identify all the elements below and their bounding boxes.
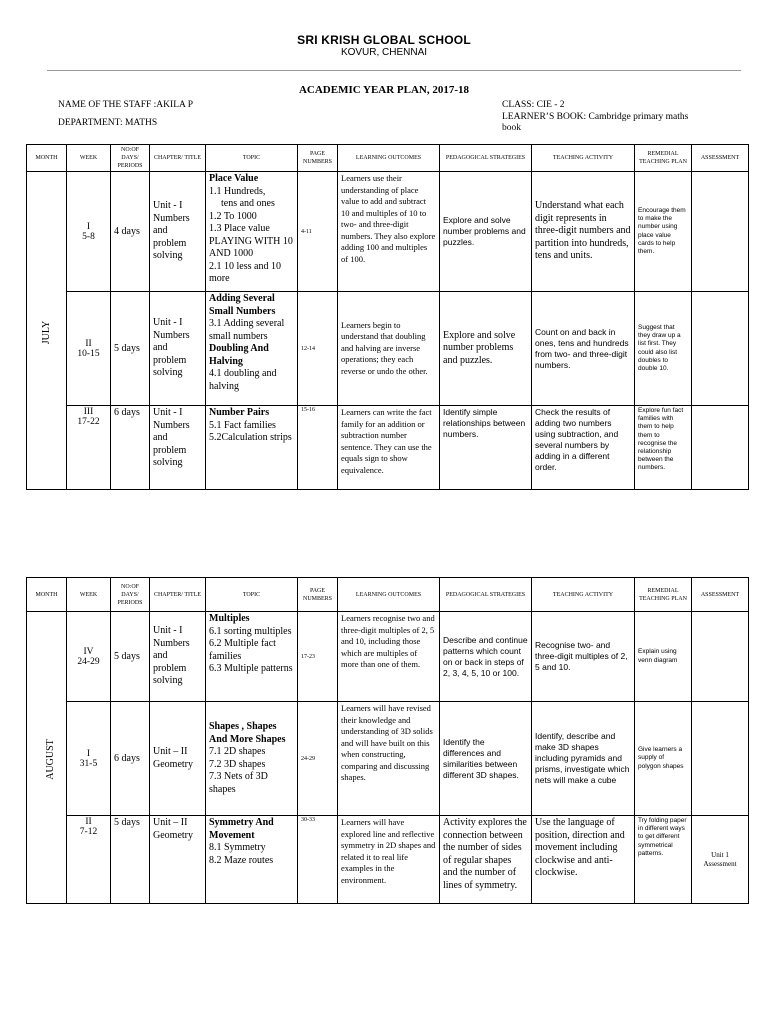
topic-line: 5.2Calculation strips <box>209 432 292 443</box>
week-cell <box>67 292 111 406</box>
august-plan-table <box>26 577 749 904</box>
col-header: TOPIC <box>206 578 298 612</box>
remedial-cell: Explain using venn diagram <box>635 612 692 702</box>
topic-line: 8.1 Symmetry <box>209 842 266 853</box>
topic-title: Adding Several Small Numbers <box>209 293 276 317</box>
topic-line: 7.1 2D shapes <box>209 746 266 757</box>
pedagogy-cell: Identify simple relationships between numbers. <box>440 406 532 490</box>
week-dates: 31-5 <box>79 758 98 769</box>
remedial-cell: Encourage them to make the number using place value cards to help them. <box>635 172 692 292</box>
assessment-cell <box>692 612 749 702</box>
staff-name: NAME OF THE STAFF :AKILA P <box>58 100 193 110</box>
remedial-cell: Give learners a supply of polygon shapes <box>635 702 692 816</box>
col-header: NO:OF DAYS/ PERIODS <box>111 145 150 172</box>
col-header: MONTH <box>27 578 67 612</box>
week-dates: 7-12 <box>79 827 98 837</box>
days-cell: 4 days <box>111 172 150 292</box>
col-header: MONTH <box>27 145 67 172</box>
col-header: NO:OF DAYS/ PERIODS <box>111 578 150 612</box>
col-header: TEACHING ACTIVITY <box>532 145 635 172</box>
col-header: PAGE NUMBERS <box>298 145 338 172</box>
topic-line: 7.2 3D shapes <box>209 758 266 770</box>
col-header: REMEDIAL TEACHING PLAN <box>635 145 692 172</box>
week-number: II <box>85 817 92 827</box>
days-cell: 5 days <box>111 816 150 904</box>
class-label: CLASS: CIE - 2 <box>502 100 565 110</box>
topic-line: 3.1 Adding several small numbers <box>209 318 285 342</box>
topic-title: Doubling And Halving <box>209 343 269 367</box>
school-location: KOVUR, CHENNAI <box>340 47 428 58</box>
days-cell: 5 days <box>111 612 150 702</box>
pedagogy-cell: Describe and continue patterns which count on or back in steps of 2, 3, 4, 5, 10 or 100. <box>440 612 532 702</box>
topic-line: 8.2 Maze routes <box>209 854 274 866</box>
topic-line: 1.2 To 1000 <box>209 210 257 222</box>
col-header: TEACHING ACTIVITY <box>532 578 635 612</box>
topic-title: Place Value <box>209 173 259 184</box>
col-header: CHAPTER/ TITLE <box>150 578 206 612</box>
pages-cell: 30-33 <box>298 816 338 904</box>
topic-line: 1.3 Place value <box>209 223 270 234</box>
topic-title: Multiples <box>209 613 250 624</box>
days-cell: 6 days <box>111 406 150 490</box>
table-row <box>27 406 749 490</box>
activity-cell: Understand what each digit represents in three-digit numbers and partition into hundreds, tens and units. <box>532 172 635 292</box>
pedagogy-cell: Activity explores the connection between the number of sides of regular shapes and the number of lines of symmetry. <box>440 816 532 904</box>
topic-line: 5.1 Fact families <box>209 419 276 431</box>
topic-line: 6.1 sorting multiples <box>209 625 292 637</box>
topic-line: 1.1 Hundreds, <box>209 185 266 197</box>
learners-book: LEARNER’S BOOK: Cambridge primary maths book <box>502 112 689 133</box>
plan-title: ACADEMIC YEAR PLAN, 2017-18 <box>298 84 470 96</box>
week-number: IV <box>83 646 94 657</box>
pedagogy-cell: Explore and solve number problems and puzzles. <box>440 172 532 292</box>
pages-cell: 15-16 <box>298 406 338 490</box>
chapter-cell: Unit - I Numbers and problem solving <box>150 292 206 406</box>
activity-cell: Check the results of adding two numbers using subtraction, and several numbers by adding in a different order. <box>532 406 635 490</box>
topic-line: 4.1 doubling and halving <box>209 368 277 392</box>
pedagogy-cell: Explore and solve number problems and puzzles. <box>440 292 532 406</box>
topic-title: Number Pairs <box>209 407 270 418</box>
week-dates: 17-22 <box>77 417 100 427</box>
assessment-cell <box>692 172 749 292</box>
pedagogy-cell: Identify the differences and similarities between different 3D shapes. <box>440 702 532 816</box>
col-header: PEDAGOGICAL STRATEGIES <box>440 578 532 612</box>
table-row <box>27 702 749 816</box>
month-cell <box>27 612 67 904</box>
topic-line: PLAYING WITH 10 AND 1000 <box>209 235 293 259</box>
outcomes-cell: Learners will have revised their knowledge and understanding of 3D solids and will have built on this when constructing, comparing and discussing shapes. <box>338 702 440 816</box>
topic-line: 6.2 Multiple fact families <box>209 638 276 662</box>
pages-cell: 4-11 <box>298 172 338 292</box>
days-cell: 5 days <box>111 292 150 406</box>
remedial-cell: Explore fun fact families with them to help them to recognise the relationship between the numbers. <box>635 406 692 490</box>
remedial-cell: Suggest that they draw up a list first. They could also list doubles to double 10. <box>635 292 692 406</box>
topic-cell <box>206 406 298 490</box>
week-cell <box>67 172 111 292</box>
week-cell <box>67 702 111 816</box>
topic-cell <box>206 172 298 292</box>
activity-cell: Recognise two- and three-digit multiples of 2, 5 and 10. <box>532 612 635 702</box>
chapter-cell: Unit – II Geometry <box>150 702 206 816</box>
month-cell <box>27 172 67 490</box>
col-header: WEEK <box>67 578 111 612</box>
pages-cell: 12-14 <box>298 292 338 406</box>
topic-line: tens and ones <box>221 198 275 209</box>
chapter-cell: Unit - I Numbers and problem solving <box>150 406 206 490</box>
col-header: REMEDIAL TEACHING PLAN <box>635 578 692 612</box>
col-header: WEEK <box>67 145 111 172</box>
topic-cell <box>206 292 298 406</box>
week-number: I <box>86 221 91 232</box>
table-row <box>27 816 749 904</box>
chapter-cell: Unit - I Numbers and problem solving <box>150 172 206 292</box>
outcomes-cell: Learners recognise two and three-digit multiples of 2, 5 and 10, including those which are multiples of more than one of them. <box>338 612 440 702</box>
school-name: SRI KRISH GLOBAL SCHOOL <box>297 33 471 47</box>
pages-cell: 17-23 <box>298 612 338 702</box>
outcomes-cell: Learners will have explored line and reflective symmetry in 2D shapes and related it to real life examples in the environment. <box>338 816 440 904</box>
header-divider <box>47 70 741 71</box>
col-header: PEDAGOGICAL STRATEGIES <box>440 145 532 172</box>
pages-cell: 24-29 <box>298 702 338 816</box>
chapter-cell: Unit - I Numbers and problem solving <box>150 612 206 702</box>
week-cell <box>67 612 111 702</box>
week-number: III <box>83 407 94 417</box>
week-dates: 5-8 <box>82 231 95 242</box>
week-dates: 10-15 <box>77 348 100 359</box>
table-row <box>27 612 749 702</box>
table-row <box>27 292 749 406</box>
col-header: TOPIC <box>206 145 298 172</box>
col-header: LEARNING OUTCOMES <box>338 145 440 172</box>
chapter-cell: Unit – II Geometry <box>150 816 206 904</box>
assessment-cell <box>692 292 749 406</box>
outcomes-cell: Learners use their understanding of place value to add and subtract 10 and multiples of 10 to two- and three-digit numbers. They also explore adding 100 and multiples of 100. <box>338 172 440 292</box>
topic-cell <box>206 612 298 702</box>
activity-cell: Identify, describe and make 3D shapes including pyramids and prisms, investigate which nets will make a cube <box>532 702 635 816</box>
topic-title: Symmetry And Movement <box>209 817 274 841</box>
assessment-cell <box>692 702 749 816</box>
table-header-row <box>27 145 749 172</box>
department: DEPARTMENT: MATHS <box>58 118 158 128</box>
topic-line: 7.3 Nets of 3D shapes <box>209 771 268 795</box>
col-header: LEARNING OUTCOMES <box>338 578 440 612</box>
days-cell: 6 days <box>111 702 150 816</box>
week-number: I <box>86 748 91 759</box>
table-header-row <box>27 578 749 612</box>
col-header: PAGE NUMBERS <box>298 578 338 612</box>
assessment-cell: Unit 1 Assessment <box>692 816 749 904</box>
remedial-cell: Try folding paper in different ways to get different symmetrical patterns. <box>635 816 692 904</box>
topic-cell <box>206 702 298 816</box>
assessment-cell <box>692 406 749 490</box>
week-dates: 24-29 <box>77 656 100 667</box>
week-number: II <box>85 338 92 349</box>
col-header: ASSESSMENT <box>692 578 749 612</box>
topic-cell <box>206 816 298 904</box>
topic-line: 6.3 Multiple patterns <box>209 663 293 674</box>
outcomes-cell: Learners can write the fact family for an addition or subtraction number sentence. They can use the equals sign to show equivalence. <box>338 406 440 490</box>
week-cell <box>67 816 111 904</box>
col-header: ASSESSMENT <box>692 145 749 172</box>
week-cell <box>67 406 111 490</box>
topic-title: Shapes , Shapes And More Shapes <box>209 721 286 745</box>
activity-cell: Count on and back in ones, tens and hundreds from two- and three-digit numbers. <box>532 292 635 406</box>
july-plan-table <box>26 144 749 490</box>
month-label: JULY <box>40 320 52 344</box>
activity-cell: Use the language of position, direction and movement including clockwise and anti-clockwise. <box>532 816 635 904</box>
table-row <box>27 172 749 292</box>
topic-line: 2.1 10 less and 10 more <box>209 260 281 284</box>
col-header: CHAPTER/ TITLE <box>150 145 206 172</box>
outcomes-cell: Learners begin to understand that doubling and halving are inverse operations; they each reverse or undo the other. <box>338 292 440 406</box>
month-label: AUGUST <box>44 738 56 780</box>
